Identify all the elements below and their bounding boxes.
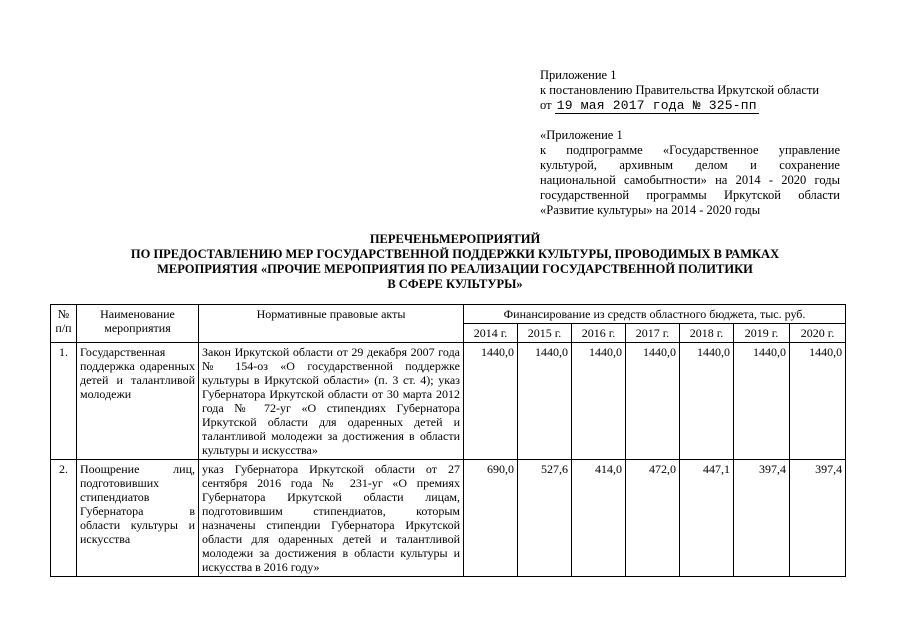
row-value: 1440,0 [790, 343, 846, 460]
row-value: 1440,0 [518, 343, 572, 460]
row-value: 1440,0 [464, 343, 518, 460]
header-year: 2019 г. [734, 324, 790, 343]
title-line-3: МЕРОПРИЯТИЯ «ПРОЧИЕ МЕРОПРИЯТИЯ ПО РЕАЛИЗАЦИИ ГОСУДАРСТВЕННОЙ ПОЛИТИКИ [157, 262, 753, 276]
appendix-2-title: «Приложение 1 [540, 128, 623, 142]
document-title [60, 232, 850, 292]
row-acts: Закон Иркутской области от 29 декабря 2007 года № 154-оз «О государственной поддержке культуры в Иркутской области» (п. 3 ст. 4); указ Губернатора Иркутской области от 30 марта 2012 года № 72-уг «О стипендиях Губернатора Иркутской области для одаренных детей и талантливой молодежи за достижения в области культуры и искусства» [199, 343, 464, 460]
row-name: Государственная поддержка одаренных детей и талантливой молодежи [77, 343, 199, 460]
header-year: 2020 г. [790, 324, 846, 343]
appendix-1-date-prefix: от [540, 98, 552, 112]
title-line-2: ПО ПРЕДОСТАВЛЕНИЮ МЕР ГОСУДАРСТВЕННОЙ ПОДДЕРЖКИ КУЛЬТУРЫ, ПРОВОДИМЫХ В РАМКАХ [130, 247, 780, 261]
row-acts: указ Губернатора Иркутской области от 27 сентября 2016 года № 231-уг «О премиях Губернатора Иркутской области лицам, подготовившим стипендиатов, которым назначены стипендии Губернатора Иркутской области для одаренных детей и талантливой молодежи за достижения в области культуры и искусства в 2016 году» [199, 460, 464, 577]
table-row [51, 343, 846, 460]
appendix-1-date-line [540, 98, 840, 114]
row-num: 2. [51, 460, 77, 577]
header-year: 2017 г. [626, 324, 680, 343]
title-line-4: В СФЕРЕ КУЛЬТУРЫ» [387, 277, 523, 291]
header-year: 2015 г. [518, 324, 572, 343]
appendix-1-title: Приложение 1 [540, 68, 617, 82]
row-value: 397,4 [734, 460, 790, 577]
row-value: 1440,0 [572, 343, 626, 460]
row-value: 527,6 [518, 460, 572, 577]
appendix-2-header [540, 128, 840, 218]
row-num: 1. [51, 343, 77, 460]
row-value: 472,0 [626, 460, 680, 577]
row-value: 1440,0 [680, 343, 734, 460]
title-line-1: ПЕРЕЧЕНЬМЕРОПРИЯТИЙ [369, 232, 541, 246]
appendix-2-line-5: государственной программы Иркутской области [540, 188, 840, 202]
header-year: 2014 г. [464, 324, 518, 343]
header-funding: Финансирование из средств областного бюджета, тыс. руб. [464, 305, 846, 324]
table-row [51, 460, 846, 577]
row-value: 447,1 [680, 460, 734, 577]
row-value: 414,0 [572, 460, 626, 577]
appendix-2-line-2: к подпрограмме «Государственное управление [540, 143, 840, 157]
appendix-1-header [540, 68, 840, 114]
header-num: № п/п [51, 305, 77, 343]
appendix-2-line-6: «Развитие культуры» на 2014 - 2020 годы [540, 203, 761, 217]
row-name: Поощрение лиц, подготовивших стипендиатов Губернатора в области культуры и искусства [77, 460, 199, 577]
table-header-row [51, 305, 846, 324]
measures-table [50, 304, 846, 577]
row-value: 1440,0 [626, 343, 680, 460]
header-acts: Нормативные правовые акты [199, 305, 464, 343]
appendix-2-line-4: национальной самобытности» на 2014 - 2020 годы [540, 173, 840, 187]
appendix-1-decree: к постановлению Правительства Иркутской области [540, 83, 820, 97]
header-year: 2016 г. [572, 324, 626, 343]
appendix-2-line-3: культурой, архивным делом и сохранение [540, 158, 840, 172]
row-value: 1440,0 [734, 343, 790, 460]
appendix-1-date: 19 мая 2017 года № 325-пп [556, 98, 757, 113]
header-name: Наименование мероприятия [77, 305, 199, 343]
row-value: 397,4 [790, 460, 846, 577]
row-value: 690,0 [464, 460, 518, 577]
header-year: 2018 г. [680, 324, 734, 343]
